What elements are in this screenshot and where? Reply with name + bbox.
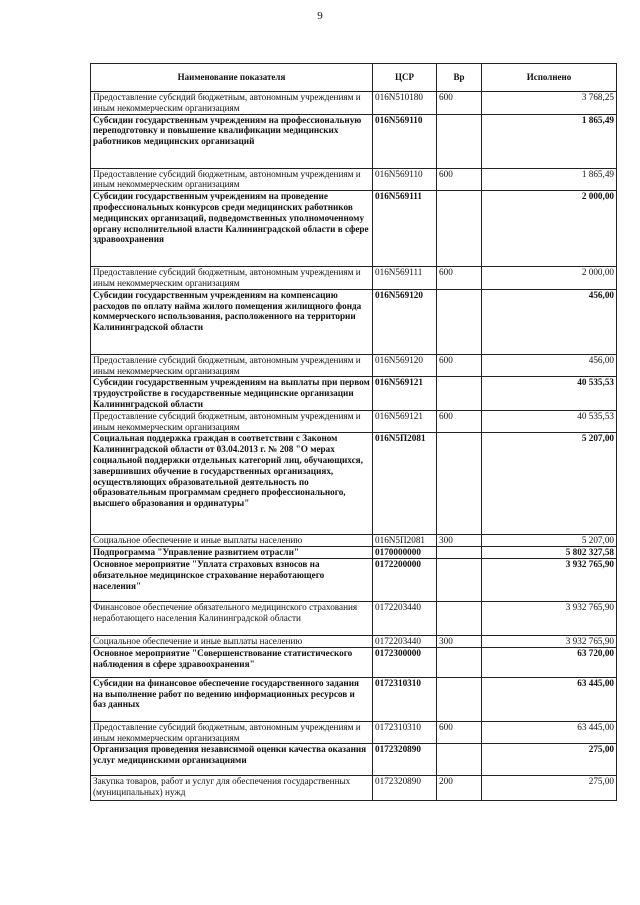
table-row bbox=[91, 547, 617, 559]
cell-csr: 016N510180 bbox=[373, 92, 437, 115]
cell-csr: 0172320890 bbox=[373, 744, 437, 776]
cell-sum: 3 932 765,90 bbox=[482, 635, 617, 647]
cell-sum: 1 865,49 bbox=[482, 114, 617, 168]
cell-sum: 456,00 bbox=[482, 354, 617, 377]
cell-csr: 0172203440 bbox=[373, 635, 437, 647]
cell-csr: 016N5П2081 bbox=[373, 433, 437, 535]
header-vr: Вр bbox=[437, 64, 482, 92]
cell-vr bbox=[437, 377, 482, 410]
cell-vr: 300 bbox=[437, 635, 482, 647]
table-row bbox=[91, 267, 617, 290]
cell-name: Основное мероприятие "Уплата страховых взносов на обязательное медицинское страхование неработающего населения" bbox=[91, 558, 373, 601]
cell-vr bbox=[437, 744, 482, 776]
table-row bbox=[91, 647, 617, 677]
cell-vr bbox=[437, 601, 482, 635]
cell-csr: 0172203440 bbox=[373, 601, 437, 635]
table-row bbox=[91, 721, 617, 744]
table-row bbox=[91, 744, 617, 776]
table-row bbox=[91, 168, 617, 191]
cell-sum: 63 720,00 bbox=[482, 647, 617, 677]
cell-vr bbox=[437, 558, 482, 601]
cell-csr: 016N569121 bbox=[373, 410, 437, 433]
header-csr: ЦСР bbox=[373, 64, 437, 92]
cell-vr bbox=[437, 647, 482, 677]
cell-csr: 0172310310 bbox=[373, 677, 437, 721]
table-row bbox=[91, 776, 617, 801]
cell-name: Закупка товаров, работ и услуг для обеспечения государственных (муниципальных) нужд bbox=[91, 776, 373, 801]
cell-vr: 600 bbox=[437, 267, 482, 290]
cell-name: Социальная поддержка граждан в соответствии с Законом Калининградской области от 03.04.2013 г. № 208 "О мерах социальной поддержки отдельных категорий лиц, обучающихся, завершивших обучение в государственных организациях, осуществляющих образовательной деятельность по образовательным программам среднего профессионального, высшего образования и ординатуры" bbox=[91, 433, 373, 535]
cell-name: Социальное обеспечение и иные выплаты населению bbox=[91, 535, 373, 547]
cell-vr: 600 bbox=[437, 410, 482, 433]
cell-vr bbox=[437, 677, 482, 721]
cell-vr: 600 bbox=[437, 92, 482, 115]
cell-sum: 3 768,25 bbox=[482, 92, 617, 115]
cell-sum: 456,00 bbox=[482, 289, 617, 354]
cell-name: Предоставление субсидий бюджетным, автономным учреждениям и иным некоммерческим организациям bbox=[91, 721, 373, 744]
cell-vr: 200 bbox=[437, 776, 482, 801]
cell-name: Субсидии государственным учреждениям на проведение профессиональных конкурсов среди медицинских работников медицинских организаций, подведомственных уполномоченному органу исполнительной власти Калининградской области в сфере здравоохранения bbox=[91, 191, 373, 267]
cell-sum: 275,00 bbox=[482, 776, 617, 801]
cell-name: Субсидии государственным учреждениям на профессиональную переподготовку и повышение квалификации медицинских работников медицинских организаций bbox=[91, 114, 373, 168]
cell-name: Предоставление субсидий бюджетным, автономным учреждениям и иным некоммерческим организациям bbox=[91, 92, 373, 115]
cell-vr: 600 bbox=[437, 721, 482, 744]
cell-sum: 63 445,00 bbox=[482, 721, 617, 744]
page-number: 9 bbox=[317, 10, 323, 22]
cell-name: Подпрограмма "Управление развитием отрасли" bbox=[91, 547, 373, 559]
cell-csr: 016N569121 bbox=[373, 377, 437, 410]
table-row bbox=[91, 191, 617, 267]
cell-vr bbox=[437, 191, 482, 267]
cell-name: Финансовое обеспечение обязательного медицинского страхования неработающего населения Калининградской области bbox=[91, 601, 373, 635]
cell-sum: 2 000,00 bbox=[482, 191, 617, 267]
cell-sum: 5 207,00 bbox=[482, 535, 617, 547]
cell-sum: 275,00 bbox=[482, 744, 617, 776]
table-row bbox=[91, 635, 617, 647]
header-name: Наименование показателя bbox=[91, 64, 373, 92]
cell-csr: 0172300000 bbox=[373, 647, 437, 677]
cell-csr: 016N569111 bbox=[373, 267, 437, 290]
table-row bbox=[91, 354, 617, 377]
cell-csr: 0172310310 bbox=[373, 721, 437, 744]
table-row bbox=[91, 677, 617, 721]
cell-name: Предоставление субсидий бюджетным, автономным учреждениям и иным некоммерческим организациям bbox=[91, 267, 373, 290]
cell-sum: 63 445,00 bbox=[482, 677, 617, 721]
cell-csr: 0172200000 bbox=[373, 558, 437, 601]
table-header-row bbox=[91, 64, 617, 92]
cell-name: Организация проведения независимой оценки качества оказания услуг медицинскими организациями bbox=[91, 744, 373, 776]
cell-name: Предоставление субсидий бюджетным, автономным учреждениям и иным некоммерческим организациям bbox=[91, 354, 373, 377]
cell-name: Основное мероприятие "Совершенствование статистического наблюдения в сфере здравоохранения" bbox=[91, 647, 373, 677]
cell-vr: 600 bbox=[437, 354, 482, 377]
cell-sum: 1 865,49 bbox=[482, 168, 617, 191]
cell-csr: 0170000000 bbox=[373, 547, 437, 559]
table-row bbox=[91, 601, 617, 635]
table-row bbox=[91, 114, 617, 168]
cell-vr bbox=[437, 547, 482, 559]
header-sum: Исполнено bbox=[482, 64, 617, 92]
cell-name: Субсидии на финансовое обеспечение государственного задания на выполнение работ по ведению информационных ресурсов и баз данных bbox=[91, 677, 373, 721]
cell-sum: 3 932 765,90 bbox=[482, 558, 617, 601]
cell-name: Предоставление субсидий бюджетным, автономным учреждениям и иным некоммерческим организациям bbox=[91, 410, 373, 433]
cell-sum: 40 535,53 bbox=[482, 377, 617, 410]
cell-sum: 2 000,00 bbox=[482, 267, 617, 290]
cell-csr: 016N569120 bbox=[373, 354, 437, 377]
cell-csr: 016N569110 bbox=[373, 168, 437, 191]
table-row bbox=[91, 535, 617, 547]
cell-csr: 016N569110 bbox=[373, 114, 437, 168]
cell-name: Субсидии государственным учреждениям на выплаты при первом трудоустройстве в государственные медицинские организации Калининградской области bbox=[91, 377, 373, 410]
cell-vr: 600 bbox=[437, 168, 482, 191]
table-row bbox=[91, 92, 617, 115]
cell-sum: 40 535,53 bbox=[482, 410, 617, 433]
table-row bbox=[91, 377, 617, 410]
table-row bbox=[91, 558, 617, 601]
cell-csr: 016N569111 bbox=[373, 191, 437, 267]
cell-vr bbox=[437, 114, 482, 168]
cell-name: Субсидии государственным учреждениям на компенсацию расходов по оплату найма жилого помещения жилищного фонда коммерческого использования, расположенного на территории Калининградской области bbox=[91, 289, 373, 354]
cell-csr: 016N569120 bbox=[373, 289, 437, 354]
cell-name: Предоставление субсидий бюджетным, автономным учреждениям и иным некоммерческим организациям bbox=[91, 168, 373, 191]
cell-vr bbox=[437, 289, 482, 354]
cell-sum: 5 207,00 bbox=[482, 433, 617, 535]
cell-csr: 016N5П2081 bbox=[373, 535, 437, 547]
cell-sum: 5 802 327,58 bbox=[482, 547, 617, 559]
cell-csr: 0172320890 bbox=[373, 776, 437, 801]
table-row bbox=[91, 410, 617, 433]
table-row bbox=[91, 433, 617, 535]
cell-name: Социальное обеспечение и иные выплаты населению bbox=[91, 635, 373, 647]
cell-vr: 300 bbox=[437, 535, 482, 547]
cell-sum: 3 932 765,90 bbox=[482, 601, 617, 635]
table-row bbox=[91, 289, 617, 354]
cell-vr bbox=[437, 433, 482, 535]
budget-table bbox=[90, 63, 617, 801]
